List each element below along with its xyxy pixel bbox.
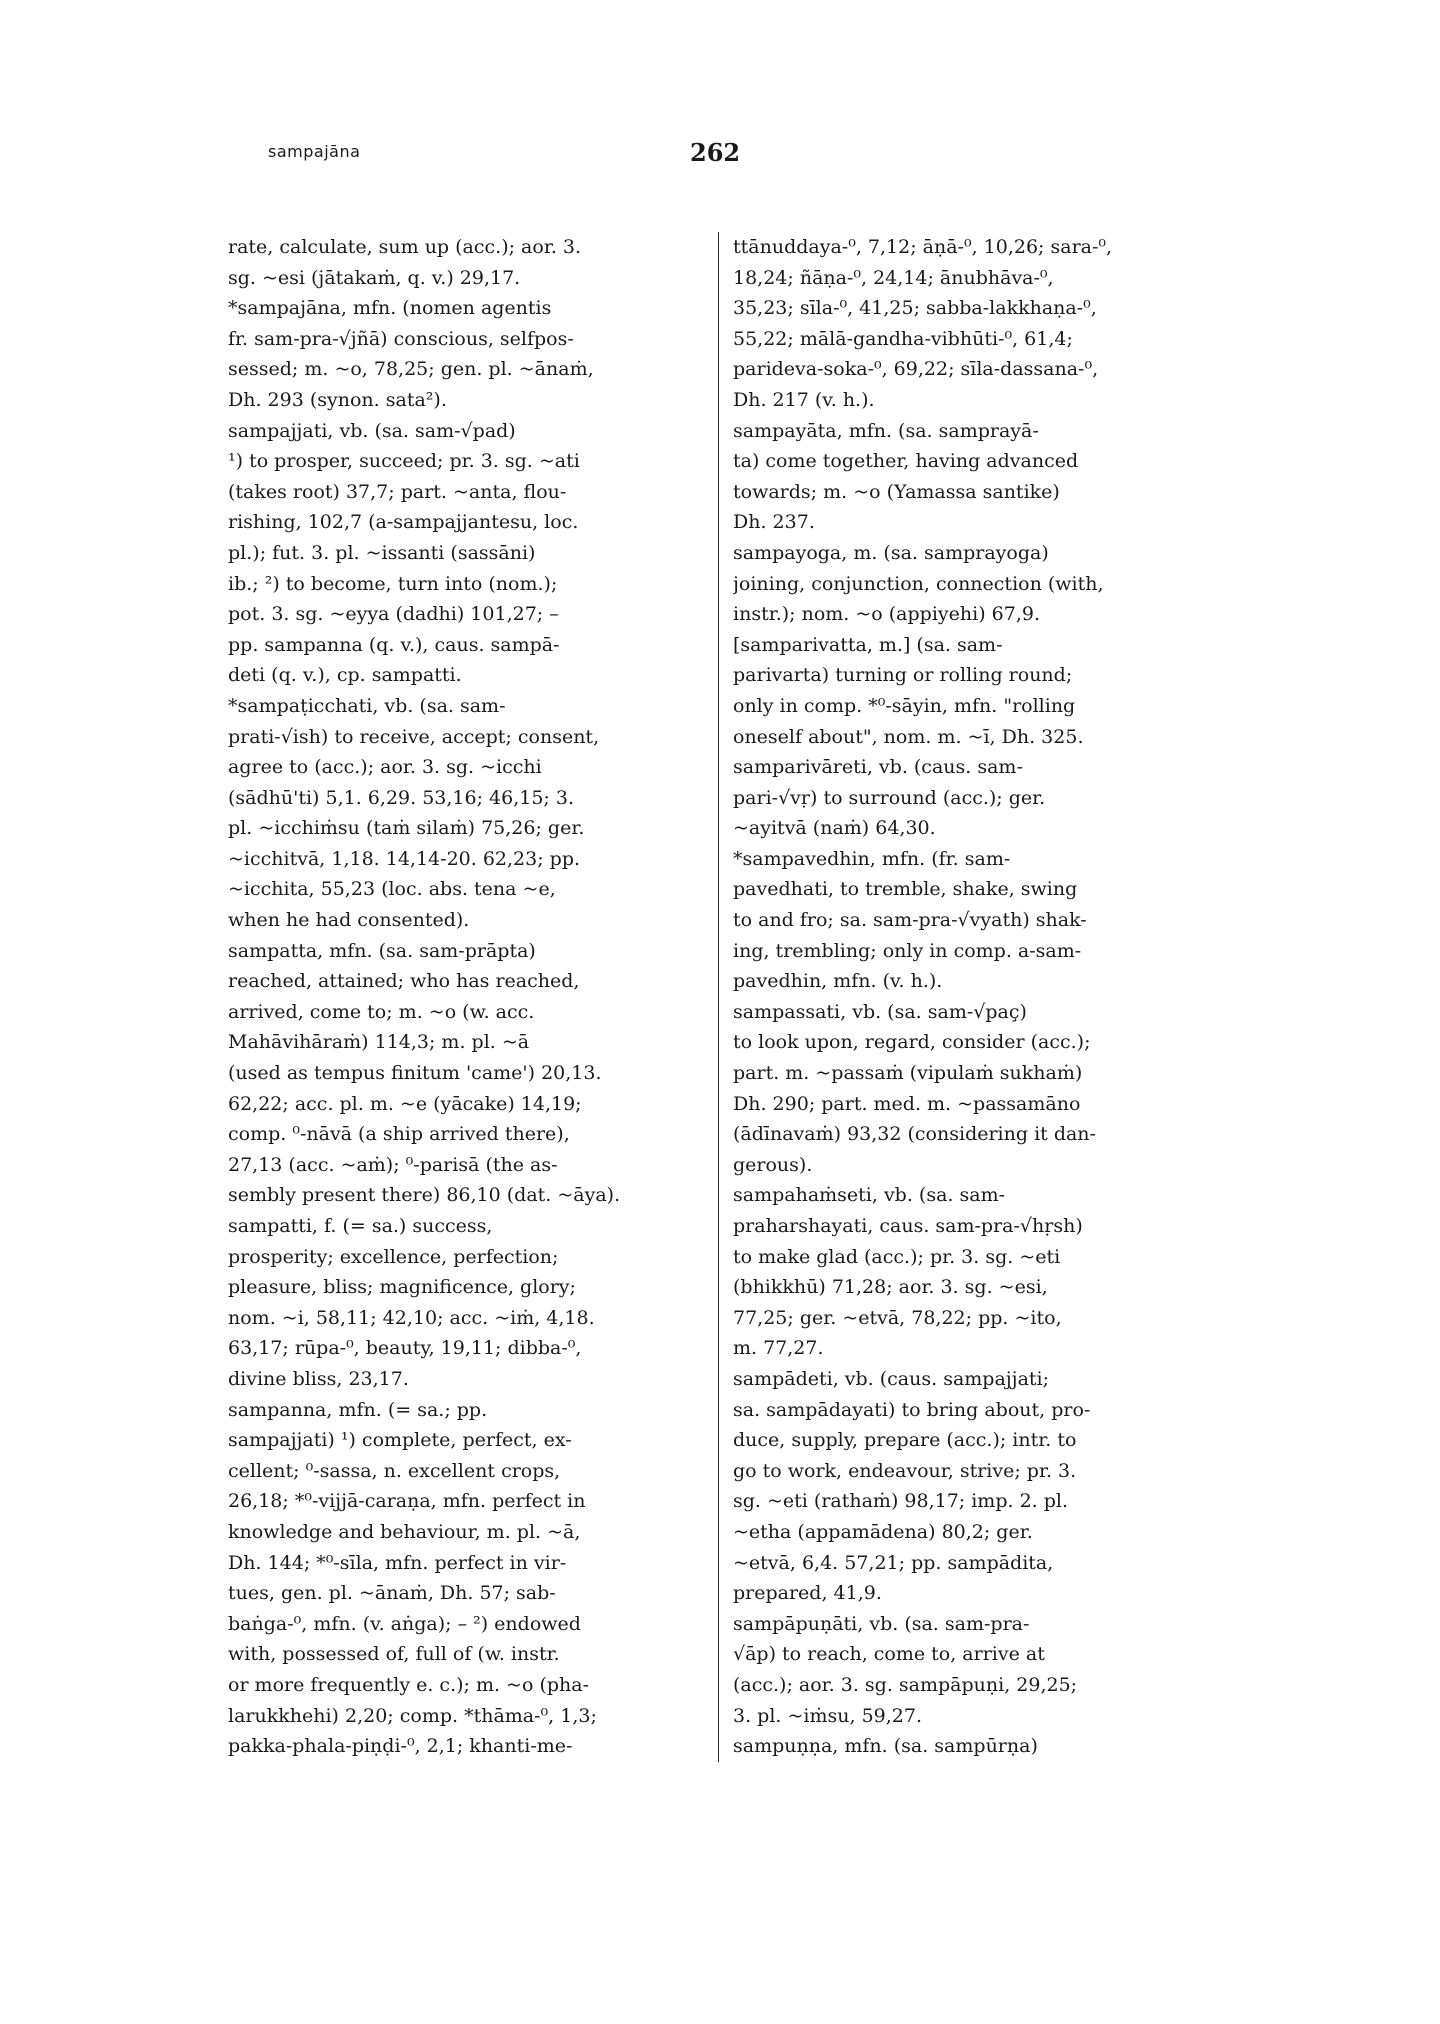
- text-line: sampayāta, mfn. (sa. samprayā-: [733, 419, 1039, 442]
- text-line: agree to (acc.); aor. 3. sg. ~icchi: [228, 756, 542, 779]
- text-line: sampassati, vb. (sa. sam-√paç): [733, 1000, 1027, 1023]
- text-line: part. m. ~passaṁ (vipulaṁ sukhaṁ): [733, 1062, 1083, 1085]
- text-line: (used as tempus finitum 'came') 20,13.: [228, 1062, 602, 1085]
- text-line: pl. ~icchiṁsu (taṁ silaṁ) 75,26; ger.: [228, 817, 585, 840]
- text-line: cellent; ⁰-sassa, n. excellent crops,: [228, 1459, 561, 1482]
- text-line: prati-√ish) to receive, accept; consent,: [228, 725, 600, 748]
- text-line: comp. ⁰-nāvā (a ship arrived there),: [228, 1123, 570, 1146]
- text-line: ing, trembling; only in comp. a-sam-: [733, 939, 1082, 962]
- text-line: or more frequently e. c.); m. ~o (pha-: [228, 1673, 590, 1696]
- text-line: larukkhehi) 2,20; comp. *thāma-⁰, 1,3;: [228, 1704, 597, 1727]
- text-line: instr.); nom. ~o (appiyehi) 67,9.: [733, 603, 1040, 626]
- text-line: prepared, 41,9.: [733, 1582, 882, 1605]
- text-line: to make glad (acc.); pr. 3. sg. ~eti: [733, 1245, 1061, 1268]
- text-line: with, possessed of, full of (w. instr.: [228, 1643, 560, 1666]
- text-line: sa. sampādayati) to bring about, pro-: [733, 1398, 1091, 1421]
- text-line: pl.); fut. 3. pl. ~issanti (sassāni): [228, 541, 536, 564]
- text-line: only in comp. *⁰-sāyin, mfn. "rolling: [733, 694, 1076, 717]
- text-line: m. 77,27.: [733, 1337, 824, 1360]
- text-line: Dh. 144; *⁰-sīla, mfn. perfect in vir-: [228, 1551, 567, 1574]
- text-line: pavedhati, to tremble, shake, swing: [733, 878, 1078, 901]
- text-line: ~etvā, 6,4. 57,21; pp. sampādita,: [733, 1551, 1054, 1574]
- text-line: ~icchita, 55,23 (loc. abs. tena ~e,: [228, 878, 556, 901]
- text-line: sampuṇṇa, mfn. (sa. sampūrṇa): [733, 1735, 1038, 1758]
- left-column: [228, 232, 708, 1762]
- text-line: sampahaṁseti, vb. (sa. sam-: [733, 1184, 1006, 1207]
- text-line: pp. sampanna (q. v.), caus. sampā-: [228, 633, 560, 656]
- text-line: sampayoga, m. (sa. samprayoga): [733, 541, 1049, 564]
- text-line: pavedhin, mfn. (v. h.).: [733, 970, 943, 993]
- text-line: Mahāvihāraṁ) 114,3; m. pl. ~ā: [228, 1031, 530, 1054]
- right-column: [733, 232, 1213, 1762]
- text-line: 18,24; ñāṇa-⁰, 24,14; ānubhāva-⁰,: [733, 266, 1054, 289]
- text-line: Dh. 237.: [733, 511, 815, 534]
- text-line: oneself about", nom. m. ~ī, Dh. 325.: [733, 725, 1084, 748]
- text-line: Dh. 217 (v. h.).: [733, 388, 875, 411]
- text-line: *sampavedhin, mfn. (fr. sam-: [733, 847, 1011, 870]
- text-line: to and fro; sa. sam-pra-√vyath) shak-: [733, 909, 1087, 932]
- text-line: Dh. 293 (synon. sata²).: [228, 388, 447, 411]
- text-line: [samparivatta, m.] (sa. sam-: [733, 633, 1003, 656]
- text-line: Dh. 290; part. med. m. ~passamāno: [733, 1092, 1081, 1115]
- text-line: sg. ~eti (rathaṁ) 98,17; imp. 2. pl.: [733, 1490, 1069, 1513]
- text-line: deti (q. v.), cp. sampatti.: [228, 664, 462, 687]
- text-line: 63,17; rūpa-⁰, beauty, 19,11; dibba-⁰,: [228, 1337, 582, 1360]
- column-divider: [718, 232, 719, 1762]
- text-line: 26,18; *⁰-vijjā-caraṇa, mfn. perfect in: [228, 1490, 586, 1513]
- text-line: samparivāreti, vb. (caus. sam-: [733, 756, 1023, 779]
- text-line: sampatti, f. (= sa.) success,: [228, 1215, 493, 1237]
- text-line: (bhikkhū) 71,28; aor. 3. sg. ~esi,: [733, 1276, 1048, 1299]
- text-line: sampajjati, vb. (sa. sam-√pad): [228, 419, 516, 442]
- text-line: ~ayitvā (naṁ) 64,30.: [733, 817, 936, 840]
- text-line: fr. sam-pra-√jñā) conscious, selfpos-: [228, 327, 574, 350]
- text-line: sampādeti, vb. (caus. sampajjati;: [733, 1367, 1050, 1390]
- text-line: (sādhū'ti) 5,1. 6,29. 53,16; 46,15; 3.: [228, 786, 574, 809]
- text-line: 35,23; sīla-⁰, 41,25; sabba-lakkhaṇa-⁰,: [733, 297, 1097, 320]
- text-line: ~icchitvā, 1,18. 14,14-20. 62,23; pp.: [228, 847, 581, 870]
- text-line: ¹) to prosper, succeed; pr. 3. sg. ~ati: [228, 450, 580, 473]
- text-line: tues, gen. pl. ~ānaṁ, Dh. 57; sab-: [228, 1582, 556, 1605]
- text-line: rate, calculate, sum up (acc.); aor. 3.: [228, 236, 582, 258]
- text-line: sampatta, mfn. (sa. sam-prāpta): [228, 939, 536, 962]
- text-line: go to work, endeavour, strive; pr. 3.: [733, 1459, 1077, 1482]
- text-line: knowledge and behaviour, m. pl. ~ā,: [228, 1520, 581, 1543]
- text-line: ~etha (appamādena) 80,2; ger.: [733, 1520, 1033, 1543]
- text-line: gerous).: [733, 1153, 813, 1176]
- text-line: reached, attained; who has reached,: [228, 970, 580, 993]
- text-line: when he had consented).: [228, 909, 470, 932]
- text-line: (acc.); aor. 3. sg. sampāpuṇi, 29,25;: [733, 1673, 1078, 1696]
- text-line: divine bliss, 23,17.: [228, 1367, 409, 1390]
- text-line: praharshayati, caus. sam-pra-√hṛsh): [733, 1215, 1083, 1237]
- text-line: pleasure, bliss; magnificence, glory;: [228, 1276, 576, 1299]
- text-line: sampajjati) ¹) complete, perfect, ex-: [228, 1429, 572, 1452]
- text-line: sembly present there) 86,10 (dat. ~āya).: [228, 1184, 621, 1207]
- text-line: joining, conjunction, connection (with,: [733, 572, 1104, 595]
- text-line: parideva-soka-⁰, 69,22; sīla-dassana-⁰,: [733, 358, 1099, 381]
- text-line: towards; m. ~o (Yamassa santike): [733, 480, 1060, 503]
- text-line: √āp) to reach, come to, arrive at: [733, 1643, 1045, 1666]
- text-line: nom. ~i, 58,11; 42,10; acc. ~iṁ, 4,18.: [228, 1306, 595, 1329]
- text-line: sg. ~esi (jātakaṁ, q. v.) 29,17.: [228, 266, 521, 289]
- page-number: 262: [690, 138, 741, 167]
- text-line: 62,22; acc. pl. m. ~e (yācake) 14,19;: [228, 1092, 582, 1115]
- text-line: (ādīnavaṁ) 93,32 (considering it dan-: [733, 1123, 1096, 1146]
- text-line: 77,25; ger. ~etvā, 78,22; pp. ~ito,: [733, 1306, 1062, 1329]
- text-line: 27,13 (acc. ~aṁ); ⁰-parisā (the as-: [228, 1153, 558, 1176]
- text-line: *sampajāna, mfn. (nomen agentis: [228, 297, 552, 320]
- text-line: ib.; ²) to become, turn into (nom.);: [228, 572, 558, 595]
- text-line: to look upon, regard, consider (acc.);: [733, 1031, 1091, 1054]
- text-line: baṅga-⁰, mfn. (v. aṅga); – ²) endowed: [228, 1612, 581, 1635]
- text-line: sampanna, mfn. (= sa.; pp.: [228, 1398, 488, 1421]
- text-line: (takes root) 37,7; part. ~anta, flou-: [228, 480, 567, 503]
- text-line: rishing, 102,7 (a-sampajjantesu, loc.: [228, 511, 579, 534]
- text-line: arrived, come to; m. ~o (w. acc.: [228, 1000, 535, 1023]
- running-head-word: sampajāna: [268, 142, 361, 161]
- text-line: ta) come together, having advanced: [733, 450, 1079, 473]
- text-line: pakka-phala-piṇḍi-⁰, 2,1; khanti-me-: [228, 1735, 573, 1758]
- page-header: [0, 138, 1440, 178]
- text-line: ttānuddaya-⁰, 7,12; āṇā-⁰, 10,26; sara-⁰,: [733, 236, 1113, 258]
- text-line: *sampaṭicchati, vb. (sa. sam-: [228, 694, 506, 717]
- text-line: 55,22; mālā-gandha-vibhūti-⁰, 61,4;: [733, 327, 1073, 350]
- text-line: sessed; m. ~o, 78,25; gen. pl. ~ānaṁ,: [228, 358, 594, 381]
- text-line: pari-√vṛ) to surround (acc.); ger.: [733, 786, 1046, 809]
- text-line: duce, supply, prepare (acc.); intr. to: [733, 1429, 1077, 1452]
- text-line: parivarta) turning or rolling round;: [733, 664, 1073, 687]
- text-line: 3. pl. ~iṁsu, 59,27.: [733, 1704, 922, 1727]
- text-line: prosperity; excellence, perfection;: [228, 1245, 559, 1268]
- text-line: pot. 3. sg. ~eyya (dadhi) 101,27; –: [228, 603, 559, 626]
- text-line: sampāpuṇāti, vb. (sa. sam-pra-: [733, 1612, 1030, 1635]
